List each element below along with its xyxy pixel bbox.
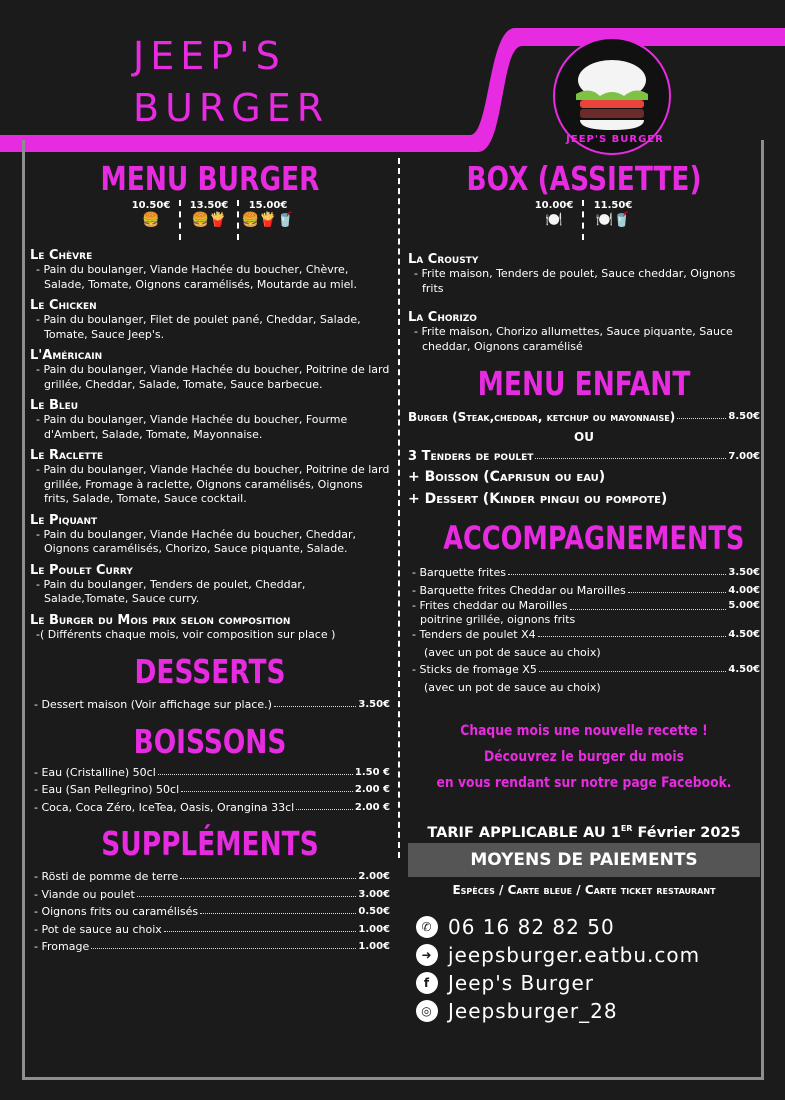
facebook-icon: f — [416, 972, 438, 994]
item-name: La Crousty — [408, 252, 479, 267]
brand-title — [133, 30, 329, 134]
item-name: La Chorizo — [408, 310, 477, 325]
line-name: - Pot de sauce au choix — [34, 922, 162, 936]
item-sub: (avec un pot de sauce au choix) — [424, 680, 601, 694]
price-line — [34, 696, 390, 714]
payments-title: MOYENS DE PAIEMENTS — [408, 843, 760, 877]
logo-text: JEEP'S BURGER — [566, 134, 664, 145]
or-label: OU — [574, 430, 594, 444]
line-price: 4.00€ — [728, 584, 760, 596]
line-price: 3.00€ — [358, 888, 390, 900]
line-name: - Dessert maison (Voir affichage sur place.) — [34, 698, 272, 711]
menu-item — [408, 310, 760, 354]
line-price: 7.00€ — [728, 451, 760, 462]
desserts-list — [30, 696, 390, 714]
price-line — [412, 564, 760, 582]
item-sub: poitrine grillée, oignons frits — [420, 613, 576, 626]
price-col — [584, 200, 642, 240]
menu-item — [30, 513, 390, 557]
menu-item — [408, 252, 760, 296]
line-price: 2.00 € — [354, 784, 390, 795]
line-price: 3.50€ — [728, 567, 760, 578]
menu-burger-prices — [30, 200, 390, 240]
box-prices — [408, 200, 760, 240]
boissons-list — [30, 764, 390, 817]
price-line — [408, 408, 760, 426]
tarif-sup: ER — [620, 824, 633, 833]
item-desc: - Pain du boulanger, Viande Hachée du boucher, Fourme d'Ambert, Salade, Tomate, Mayonnaise. — [36, 413, 348, 441]
menu-item — [30, 298, 390, 342]
price-col — [123, 200, 181, 240]
contact-text: Jeep's Burger — [448, 970, 594, 995]
price-line — [34, 938, 390, 956]
line-price: 5.00€ — [728, 600, 760, 611]
contact-text: jeepsburger.eatbu.com — [448, 942, 701, 967]
contacts — [408, 913, 760, 1025]
line-name: - Sticks de fromage X5 — [412, 663, 537, 676]
line-name: - Eau (San Pellegrino) 50cl — [34, 783, 180, 796]
item-desc: -( Différents chaque mois, voir composition sur place ) — [36, 627, 336, 641]
desserts-title: DESSERTS — [134, 652, 286, 691]
line-name: - Tenders de poulet X4 — [412, 628, 536, 641]
plate-icon: 🍽️ — [545, 212, 563, 228]
promo-line-1: Chaque mois une nouvelle recette ! — [460, 723, 708, 739]
boisson-line: + Boisson (Caprisun ou eau) — [408, 469, 606, 485]
line-name: - Rösti de pomme de terre — [34, 870, 179, 883]
promo-line-2: Découvrez le burger du mois — [484, 749, 684, 765]
line-name: - Barquette frites — [412, 566, 506, 579]
line-name: - Barquette frites Cheddar ou Maroilles — [412, 583, 626, 597]
right-column — [408, 160, 760, 1025]
line-name: - Viande ou poulet — [34, 887, 135, 901]
line-name: 3 Tenders de poulet — [408, 449, 534, 464]
burger-fries-icon: 🍔🍟 — [191, 212, 227, 228]
price-line — [34, 903, 390, 921]
line-price: 1.00€ — [358, 923, 390, 935]
line-name: Burger (Steak,cheddar, ketchup ou mayonnaise) — [408, 410, 676, 424]
item-name: Le Poulet Curry — [30, 562, 133, 578]
line-price: 8.50€ — [728, 411, 760, 422]
burger-icon: 🍔 — [142, 212, 160, 228]
line-price: 2.00 € — [354, 801, 390, 813]
price-line — [408, 448, 760, 466]
line-price: 4.50€ — [728, 629, 760, 640]
dessert-line: + Dessert (Kinder pingui ou pompote) — [408, 491, 668, 507]
price-line — [34, 764, 390, 782]
box-title: BOX (ASSIETTE) — [466, 159, 702, 198]
price-col — [181, 200, 239, 240]
burger-list — [30, 248, 390, 642]
price-line — [412, 661, 760, 679]
price: 11.50€ — [593, 200, 633, 211]
burger-fries-drink-icon: 🍔🍟🥤 — [241, 212, 295, 228]
item-desc: - Frite maison, Tenders de poulet, Sauce cheddar, Oignons frits — [414, 267, 736, 295]
price-line — [34, 921, 390, 939]
promo-line-3: en vous rendant sur notre page Facebook. — [436, 775, 732, 791]
price-line — [34, 886, 390, 904]
item-name: Le Raclette — [30, 448, 104, 463]
price-col — [239, 200, 297, 240]
line-price: 0.50€ — [358, 906, 390, 917]
price: 10.00€ — [534, 200, 574, 211]
box-list — [408, 252, 760, 354]
item-desc: - Pain du boulanger, Filet de poulet pané, Cheddar, Salade, Tomate, Sauce Jeep's. — [36, 313, 361, 341]
item-sub: (avec un pot de sauce au choix) — [424, 645, 601, 659]
line-name: - Coca, Coca Zéro, IceTea, Oasis, Orangina 33cl — [34, 800, 295, 814]
item-desc: - Pain du boulanger, Viande Hachée du boucher, Poitrine de lard grillée, Fromage à raclette, Oignons caramélisés, Oignons frits, Salade, Tomate, Sauce cocktail. — [36, 463, 390, 505]
item-name: Le Chicken — [30, 298, 97, 313]
menu-item — [30, 613, 390, 643]
price-line — [412, 599, 760, 613]
supplements-list — [30, 868, 390, 956]
item-desc: - Pain du boulanger, Viande Hachée du boucher, Cheddar, Oignons caramélisés, Chorizo, Sauce piquante, Salade. — [36, 527, 356, 555]
menu-item — [30, 448, 390, 507]
item-name: Le Burger du Mois prix selon composition — [30, 612, 291, 628]
menu-enfant-list — [408, 408, 760, 510]
line-name: - Oignons frits ou caramélisés — [34, 905, 199, 918]
item-desc: - Pain du boulanger, Viande Hachée du boucher, Poitrine de lard grillée, Cheddar, Salade, Tomate, Sauce barbecue. — [36, 363, 390, 391]
supplements-title: SUPPLÉMENTS — [101, 824, 319, 863]
line-price: 4.50€ — [728, 664, 760, 675]
price-line — [34, 781, 390, 799]
price-line — [34, 799, 390, 817]
tarif-line — [408, 824, 760, 841]
line-price: 3.50€ — [358, 699, 390, 710]
menu-item — [30, 248, 390, 292]
contact-phone — [416, 913, 760, 941]
contact-text: Jeepsburger_28 — [448, 998, 618, 1023]
line-name: - Fromage — [34, 940, 90, 953]
menu-enfant-title: MENU ENFANT — [477, 364, 691, 403]
item-name: L'Américain — [30, 348, 103, 363]
brand-line-1: JEEP'S — [133, 34, 286, 78]
contact-text: 06 16 82 82 50 — [448, 914, 615, 939]
item-desc: - Pain du boulanger, Viande Hachée du boucher, Chèvre, Salade, Tomate, Oignons caramélisés, Moutarde au miel. — [36, 263, 357, 291]
item-name: Le Bleu — [30, 398, 79, 413]
price: 13.50€ — [189, 200, 229, 211]
menu-item — [30, 348, 390, 392]
promo-block — [408, 718, 760, 796]
payment-methods: Espèces / Carte bleue / Carte ticket restaurant — [452, 882, 716, 897]
accompagnements-title: ACCOMPAGNEMENTS — [443, 519, 745, 557]
column-divider — [398, 158, 400, 858]
line-name: - Eau (Cristalline) 50cl — [34, 765, 156, 779]
left-column — [30, 160, 390, 956]
item-desc: - Pain du boulanger, Tenders de poulet, Cheddar, Salade,Tomate, Sauce curry. — [36, 577, 306, 605]
tarif-suffix: Février 2025 — [632, 824, 741, 841]
menu-item — [30, 398, 390, 442]
contact-web[interactable] — [416, 941, 760, 969]
brand-line-2: BURGER — [133, 86, 330, 130]
item-name: Le Piquant — [30, 512, 98, 528]
price-line — [412, 626, 760, 644]
phone-icon: ✆ — [416, 916, 438, 938]
menu-burger-title: MENU BURGER — [100, 159, 320, 198]
line-name: - Frites cheddar ou Maroilles — [412, 599, 568, 612]
contact-instagram[interactable] — [416, 997, 760, 1025]
price: 15.00€ — [248, 200, 288, 211]
menu-item — [30, 563, 390, 607]
web-icon: ➜ — [416, 944, 438, 966]
item-name: Le Chèvre — [30, 248, 93, 263]
item-desc: - Frite maison, Chorizo allumettes, Sauce piquante, Sauce cheddar, Oignons caramélisé — [414, 325, 733, 353]
price-line — [412, 582, 760, 600]
instagram-icon: ◎ — [416, 1000, 438, 1022]
price-col — [526, 200, 584, 240]
price-line — [34, 868, 390, 886]
accompagnements-list — [408, 564, 760, 696]
line-price: 1.00€ — [358, 941, 390, 952]
line-price: 1.50 € — [354, 766, 390, 778]
contact-facebook[interactable] — [416, 969, 760, 997]
price: 10.50€ — [131, 200, 171, 211]
line-price: 2.00€ — [358, 871, 390, 882]
plate-drink-icon: 🍽️🥤 — [595, 212, 631, 228]
tarif-prefix: TARIF APPLICABLE AU 1 — [427, 824, 621, 841]
boissons-title: BOISSONS — [133, 721, 287, 761]
